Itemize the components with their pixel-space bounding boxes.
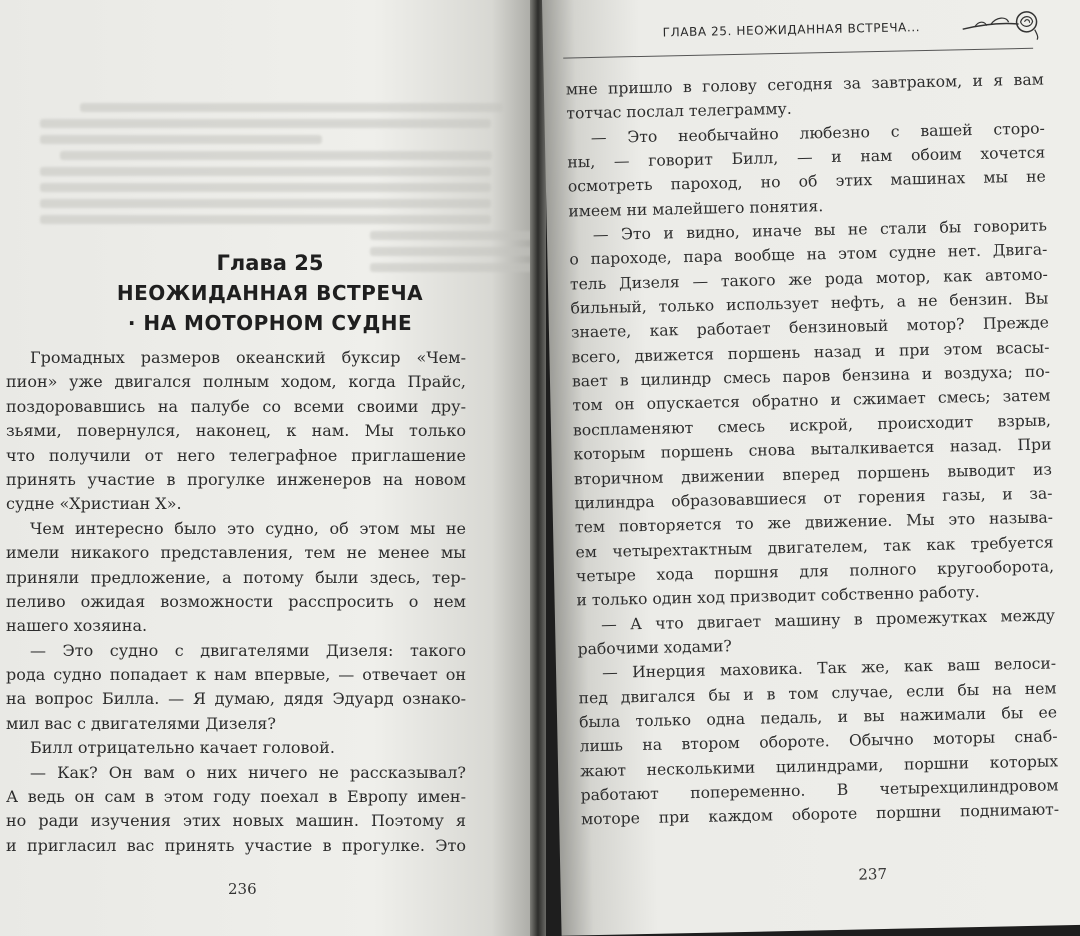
chapter-number: Глава 25 [216, 251, 324, 275]
text-line: ны, — говорит Билл, — и нам обоим хочется [567, 143, 1046, 172]
text-line: имели никакого представления, тем не менее мы [6, 543, 466, 563]
text-line: тель Дизеля — такого же рода мотор, как автомо- [569, 265, 1049, 294]
chapter-title-line-1: НЕОЖИДАННАЯ ВСТРЕЧА [116, 281, 424, 305]
text-line: тотчас послал телеграмму. [566, 100, 792, 123]
text-line: Билл отрицательно качает головой. [30, 738, 335, 758]
header-rule [563, 48, 1033, 59]
right-page-body [566, 68, 1060, 833]
text-line: А ведь он сам в этом году поехал в Европу имен- [6, 787, 466, 807]
text-line: пион» уже двигался полным ходом, когда Прайс, [6, 372, 466, 392]
text-line: мил вас с двигателями Дизеля? [6, 713, 276, 733]
text-line: мне пришло в голову сегодня за завтраком, и я вам [565, 70, 1044, 99]
book-gutter [530, 0, 546, 936]
page-number-left: 236 [228, 880, 257, 898]
text-line: — Это судно с двигателями Дизеля: такого [30, 640, 466, 660]
text-line: о пароходе, пара вообще на этом судне нет. Двига- [569, 240, 1048, 269]
text-line: лишь на втором обороте. Обычно моторы снаб- [579, 727, 1058, 756]
text-line: — Инерция маховика. Так же, как ваш велоси- [601, 654, 1057, 683]
text-line: ем четырехтактным двигателем, так как требуется [575, 532, 1054, 561]
left-page [0, 0, 534, 936]
text-line: рабочими ходами? [577, 637, 732, 659]
text-line: цилиндра образовавшиеся от горения газы, и за- [574, 484, 1053, 513]
text-line: моторе при каждом обороте поршни поднимают- [580, 800, 1060, 829]
text-line: — Как? Он вам о них ничего не рассказывал? [30, 762, 466, 782]
rose-ornament-icon [960, 2, 1041, 44]
text-line: была только одна педаль, и вы нажимали бы ее [578, 703, 1058, 732]
text-line: рода судно попадает к нам впервые, — отвечает он [6, 665, 466, 685]
text-line: том он опускается обратно и сжимает смесь; затем [572, 386, 1051, 415]
left-page-body [6, 346, 466, 858]
text-line: пед двигался бы и в том случае, если бы на нем [578, 678, 1057, 707]
text-line: Громадных размеров океанский буксир «Чем- [30, 348, 466, 367]
text-line: — А что двигает машину в промежутках между [600, 605, 1056, 634]
running-head: ГЛАВА 25. НЕОЖИДАННАЯ ВСТРЕЧА... [662, 20, 921, 40]
text-line: вторичном движении вперед поршень выводит из [573, 459, 1053, 488]
text-line: которым поршень снова выталкивается назад. При [573, 435, 1052, 464]
text-line: принять участие в прогулке инженеров на новом [6, 469, 466, 489]
text-line: имеем ни малейшего понятия. [568, 196, 824, 221]
chapter-heading [60, 248, 480, 338]
right-page [542, 0, 1080, 936]
text-line: жают несколькими цилиндрами, поршни которых [579, 751, 1059, 780]
text-line: — Это необычайно любезно с вашей сторо- [590, 119, 1045, 147]
text-line: судне «Христиан Х». [6, 494, 182, 514]
text-line: но ради изучения этих новых машин. Поэтому я [6, 811, 466, 831]
text-line: приняли предложение, а потому были здесь, тер- [6, 567, 466, 587]
text-line: тем повторяется то же движение. Мы это называ- [574, 508, 1054, 537]
text-line: четыре хода поршня для полного кругооборота, [575, 557, 1055, 586]
text-line: нашего хозяина. [6, 616, 148, 636]
text-line: Чем интересно было это судно, об этом мы не [30, 518, 466, 538]
text-line: осмотреть пароход, но об этих машинах мы не [567, 167, 1047, 196]
text-line: и пригласил вас принять участие в прогулке. Это [6, 835, 466, 855]
text-line: поздоровавшись на палубе со всеми своими дру- [6, 396, 466, 416]
text-line: бильный, только использует нефть, а не бензин. Вы [570, 289, 1049, 318]
text-line: знаете, как работает бензиновый мотор? Прежде [570, 313, 1050, 342]
text-line: работают попеременно. В четырехцилиндровом [580, 776, 1059, 805]
text-line: всего, движется поршень назад и при этом всасы- [571, 338, 1050, 367]
text-line: пеливо ожидая возможности расспросить о нем [6, 591, 466, 611]
chapter-title-line-2: · НА МОТОРНОМ СУДНЕ [127, 311, 413, 335]
page-number-right: 237 [858, 864, 888, 884]
text-line: воспламеняют смесь искрой, происходит взрыв, [572, 411, 1052, 440]
text-line: зьями, повернулся, наконец, к нам. Мы только [6, 421, 466, 441]
text-line: и только один ход призводит собственно работу. [576, 583, 980, 610]
text-line: что получили от него телеграфное приглашение [6, 445, 466, 465]
bleed-through-text [40, 96, 510, 272]
text-line: вает в цилиндр смесь паров бензина и воздуха; по- [571, 362, 1051, 391]
text-line: на вопрос Билла. — Я думаю, дядя Эдуард ознако- [6, 689, 466, 709]
text-line: — Это и видно, иначе вы не стали бы говорить [592, 216, 1048, 245]
